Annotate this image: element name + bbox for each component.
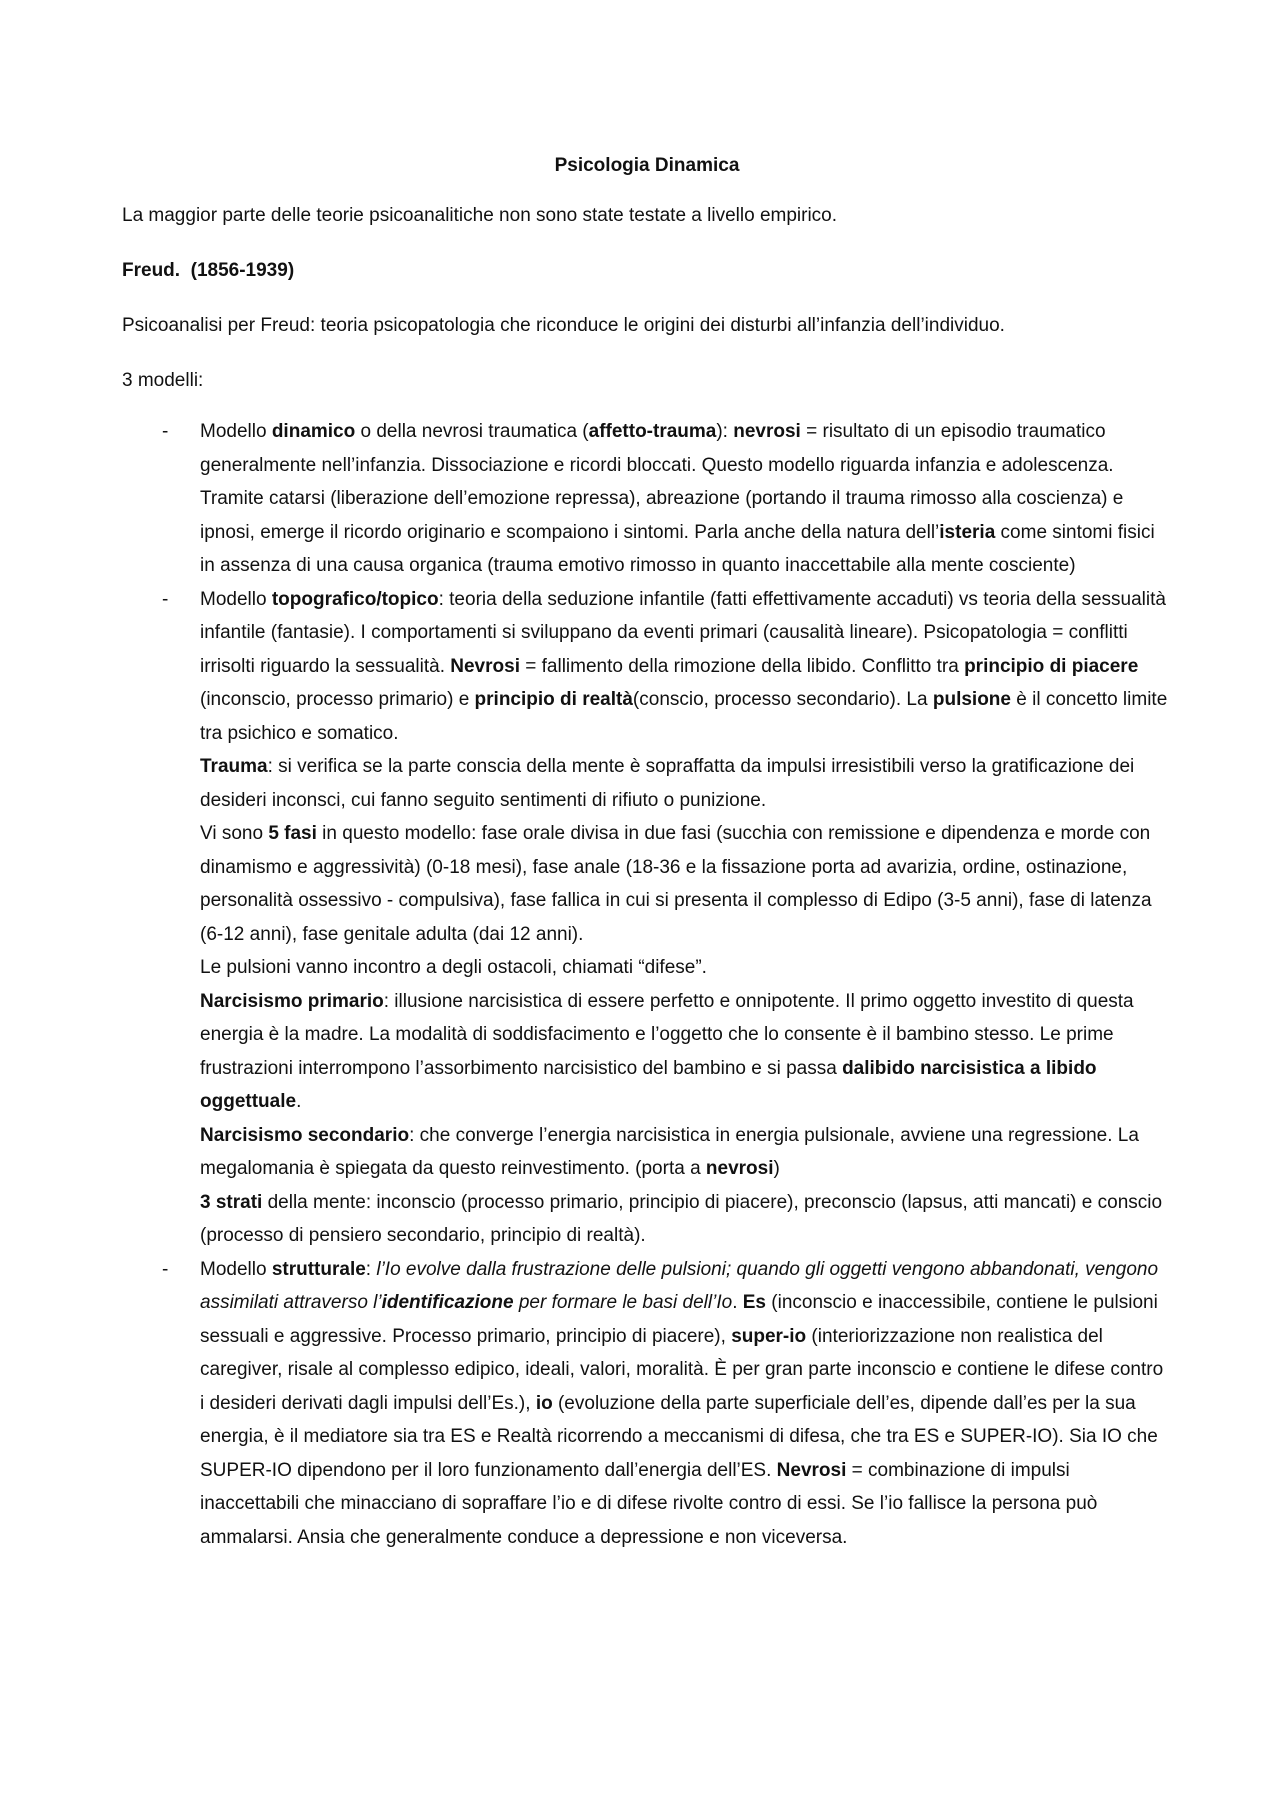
author-heading (122, 257, 1172, 285)
list-item-topografico: - Modello topografico/topico: teoria della seduzione infantile (fatti effettivamente accaduti) vs teoria della sessualità infantile (fantasie). I comportamenti si sviluppano da eventi primari (causalità lineare). Psicopatologia = conflitti irrisolti riguardo la sessualità. Nevrosi = fallimento della rimozione della libido. Conflitto tra principio di piacere (inconscio, processo primario) e principio di realtà(conscio, processo secondario). La pulsione è il concetto limite tra psichico e somatico. Trauma: si verifica se la parte conscia della mente è sopraffatta da impulsi irresistibili verso la gratificazione dei desideri inconsci, cui fanno seguito sentimenti di rifiuto o punizione. Vi sono 5 fasi in questo modello: fase orale divisa in due fasi (succhia con remissione e dipendenza e morde con dinamismo e aggressività) (0-18 mesi), fase anale (18-36 e la fissazione porta ad avarizia, ordine, ostinazione, personalità ossessivo - compulsiva), fase fallica in cui si presenta il complesso di Edipo (3-5 anni), fase di latenza (6-12 anni), fase genitale adulta (dai 12 anni). Le pulsioni vanno incontro a degli ostacoli, chiamati “difese”. Narcisismo primario: illusione narcisistica di essere perfetto e onnipotente. Il primo oggetto investito di questa energia è la madre. La modalità di soddisfacimento e l’oggetto che lo consente è il bambino stesso. Le prime frustrazioni interrompono l’assorbimento narcisistico del bambino e si passa dalibido narcisistica a libido oggettuale. Narcisismo secondario: che converge l’energia narcisistica in energia pulsionale, avviene una regressione. La megalomania è spiegata da questo reinvestimento. (porta a nevrosi) 3 strati della mente: inconscio (processo primario, principio di piacere), preconscio (lapsus, atti mancati) e conscio (processo di pensiero secondario, principio di realtà). (122, 583, 1172, 1253)
list-bullet: - (162, 1258, 169, 1280)
author-name: Freud. (122, 260, 181, 281)
list-bullet: - (162, 421, 169, 442)
models-list (122, 415, 1172, 1554)
intro-paragraph: La maggior parte delle teorie psicoanalitiche non sono state testate a livello empirico. (122, 205, 838, 226)
fasi-paragraph: Vi sono 5 fasi in questo modello: fase orale divisa in due fasi (succhia con remissione e dipendenza e morde con dinamismo e aggressività) (0-18 mesi), fase anale (18-36 e la fissazione porta ad avarizia, ordine, ostinazione, personalità ossessivo - compulsiva), fase fallica in cui si presenta il complesso di Edipo (3-5 anni), fase di latenza (6-12 anni), fase genitale adulta (dai 12 anni). (200, 823, 1152, 945)
strati-paragraph: 3 strati della mente: inconscio (processo primario, principio di piacere), preconscio (lapsus, atti mancati) e conscio (processo di pensiero secondario, principio di realtà). (200, 1191, 1163, 1246)
models-heading: 3 modelli: (122, 370, 204, 391)
list-item-strutturale: - Modello strutturale: l’Io evolve dalla frustrazione delle pulsioni; quando gli oggetti vengono abbandonati, vengono assimilati attraverso l’identificazione per formare le basi dell’Io. Es (inconscio e inaccessibile, contiene le pulsioni sessuali e aggressive. Processo primario, principio di piacere), super-io (interiorizzazione non realistica del caregiver, risale al complesso edipico, ideali, valori, moralità. È per gran parte inconscio e contiene le difese contro i desideri derivati dagli impulsi dell’Es.), io (evoluzione della parte superficiale dell’es, dipende dall’es per la sua energia, è il mediatore sia tra ES e Realtà ricorrendo a meccanismi di difesa, che tra ES e SUPER-IO). Sia IO che SUPER-IO dipendono per il loro funzionamento dall’energia dell’ES. Nevrosi = combinazione di impulsi inaccettabili che minacciano di sopraffare l’io e di difese rivolte contro di essi. Se l’io fallisce la persona può ammalarsi. Ansia che generalmente conduce a depressione e non viceversa. (122, 1253, 1172, 1555)
difese-paragraph: Le pulsioni vanno incontro a degli ostacoli, chiamati “difese”. (200, 957, 707, 978)
trauma-paragraph: Trauma: si verifica se la parte conscia della mente è sopraffatta da impulsi irresistibili verso la gratificazione dei desideri inconsci, cui fanno seguito sentimenti di rifiuto o punizione. (200, 756, 1135, 811)
list-item-dinamico: - Modello dinamico o della nevrosi traumatica (affetto-trauma): nevrosi = risultato di un episodio traumatico generalmente nell’infanzia. Dissociazione e ricordi bloccati. Questo modello riguarda infanzia e adolescenza. Tramite catarsi (liberazione dell’emozione repressa), abreazione (portando il trauma rimosso alla coscienza) e ipnosi, emerge il ricordo originario e scompaiono i sintomi. Parla anche della natura dell’isteria come sintomi fisici in assenza di una causa organica (trauma emotivo rimosso in quanto inaccettabile alla mente cosciente) (122, 415, 1172, 583)
document-body (122, 152, 1172, 1554)
narcisismo-secondario-paragraph: Narcisismo secondario: che converge l’energia narcisistica in energia pulsionale, avviene una regressione. La megalomania è spiegata da questo reinvestimento. (porta a nevrosi) (200, 1124, 1139, 1179)
list-bullet: - (162, 588, 169, 610)
definition-paragraph: Psicoanalisi per Freud: teoria psicopatologia che riconduce le origini dei disturbi all’infanzia dell’individuo. (122, 315, 1005, 336)
author-years: (1856-1939) (190, 260, 295, 281)
document-title: Psicologia Dinamica (554, 155, 740, 176)
narcisismo-primario-paragraph: Narcisismo primario: illusione narcisistica di essere perfetto e onnipotente. Il primo oggetto investito di questa energia è la madre. La modalità di soddisfacimento e l’oggetto che lo consente è il bambino stesso. Le prime frustrazioni interrompono l’assorbimento narcisistico del bambino e si passa dalibido narcisistica a libido oggettuale. (200, 990, 1134, 1112)
